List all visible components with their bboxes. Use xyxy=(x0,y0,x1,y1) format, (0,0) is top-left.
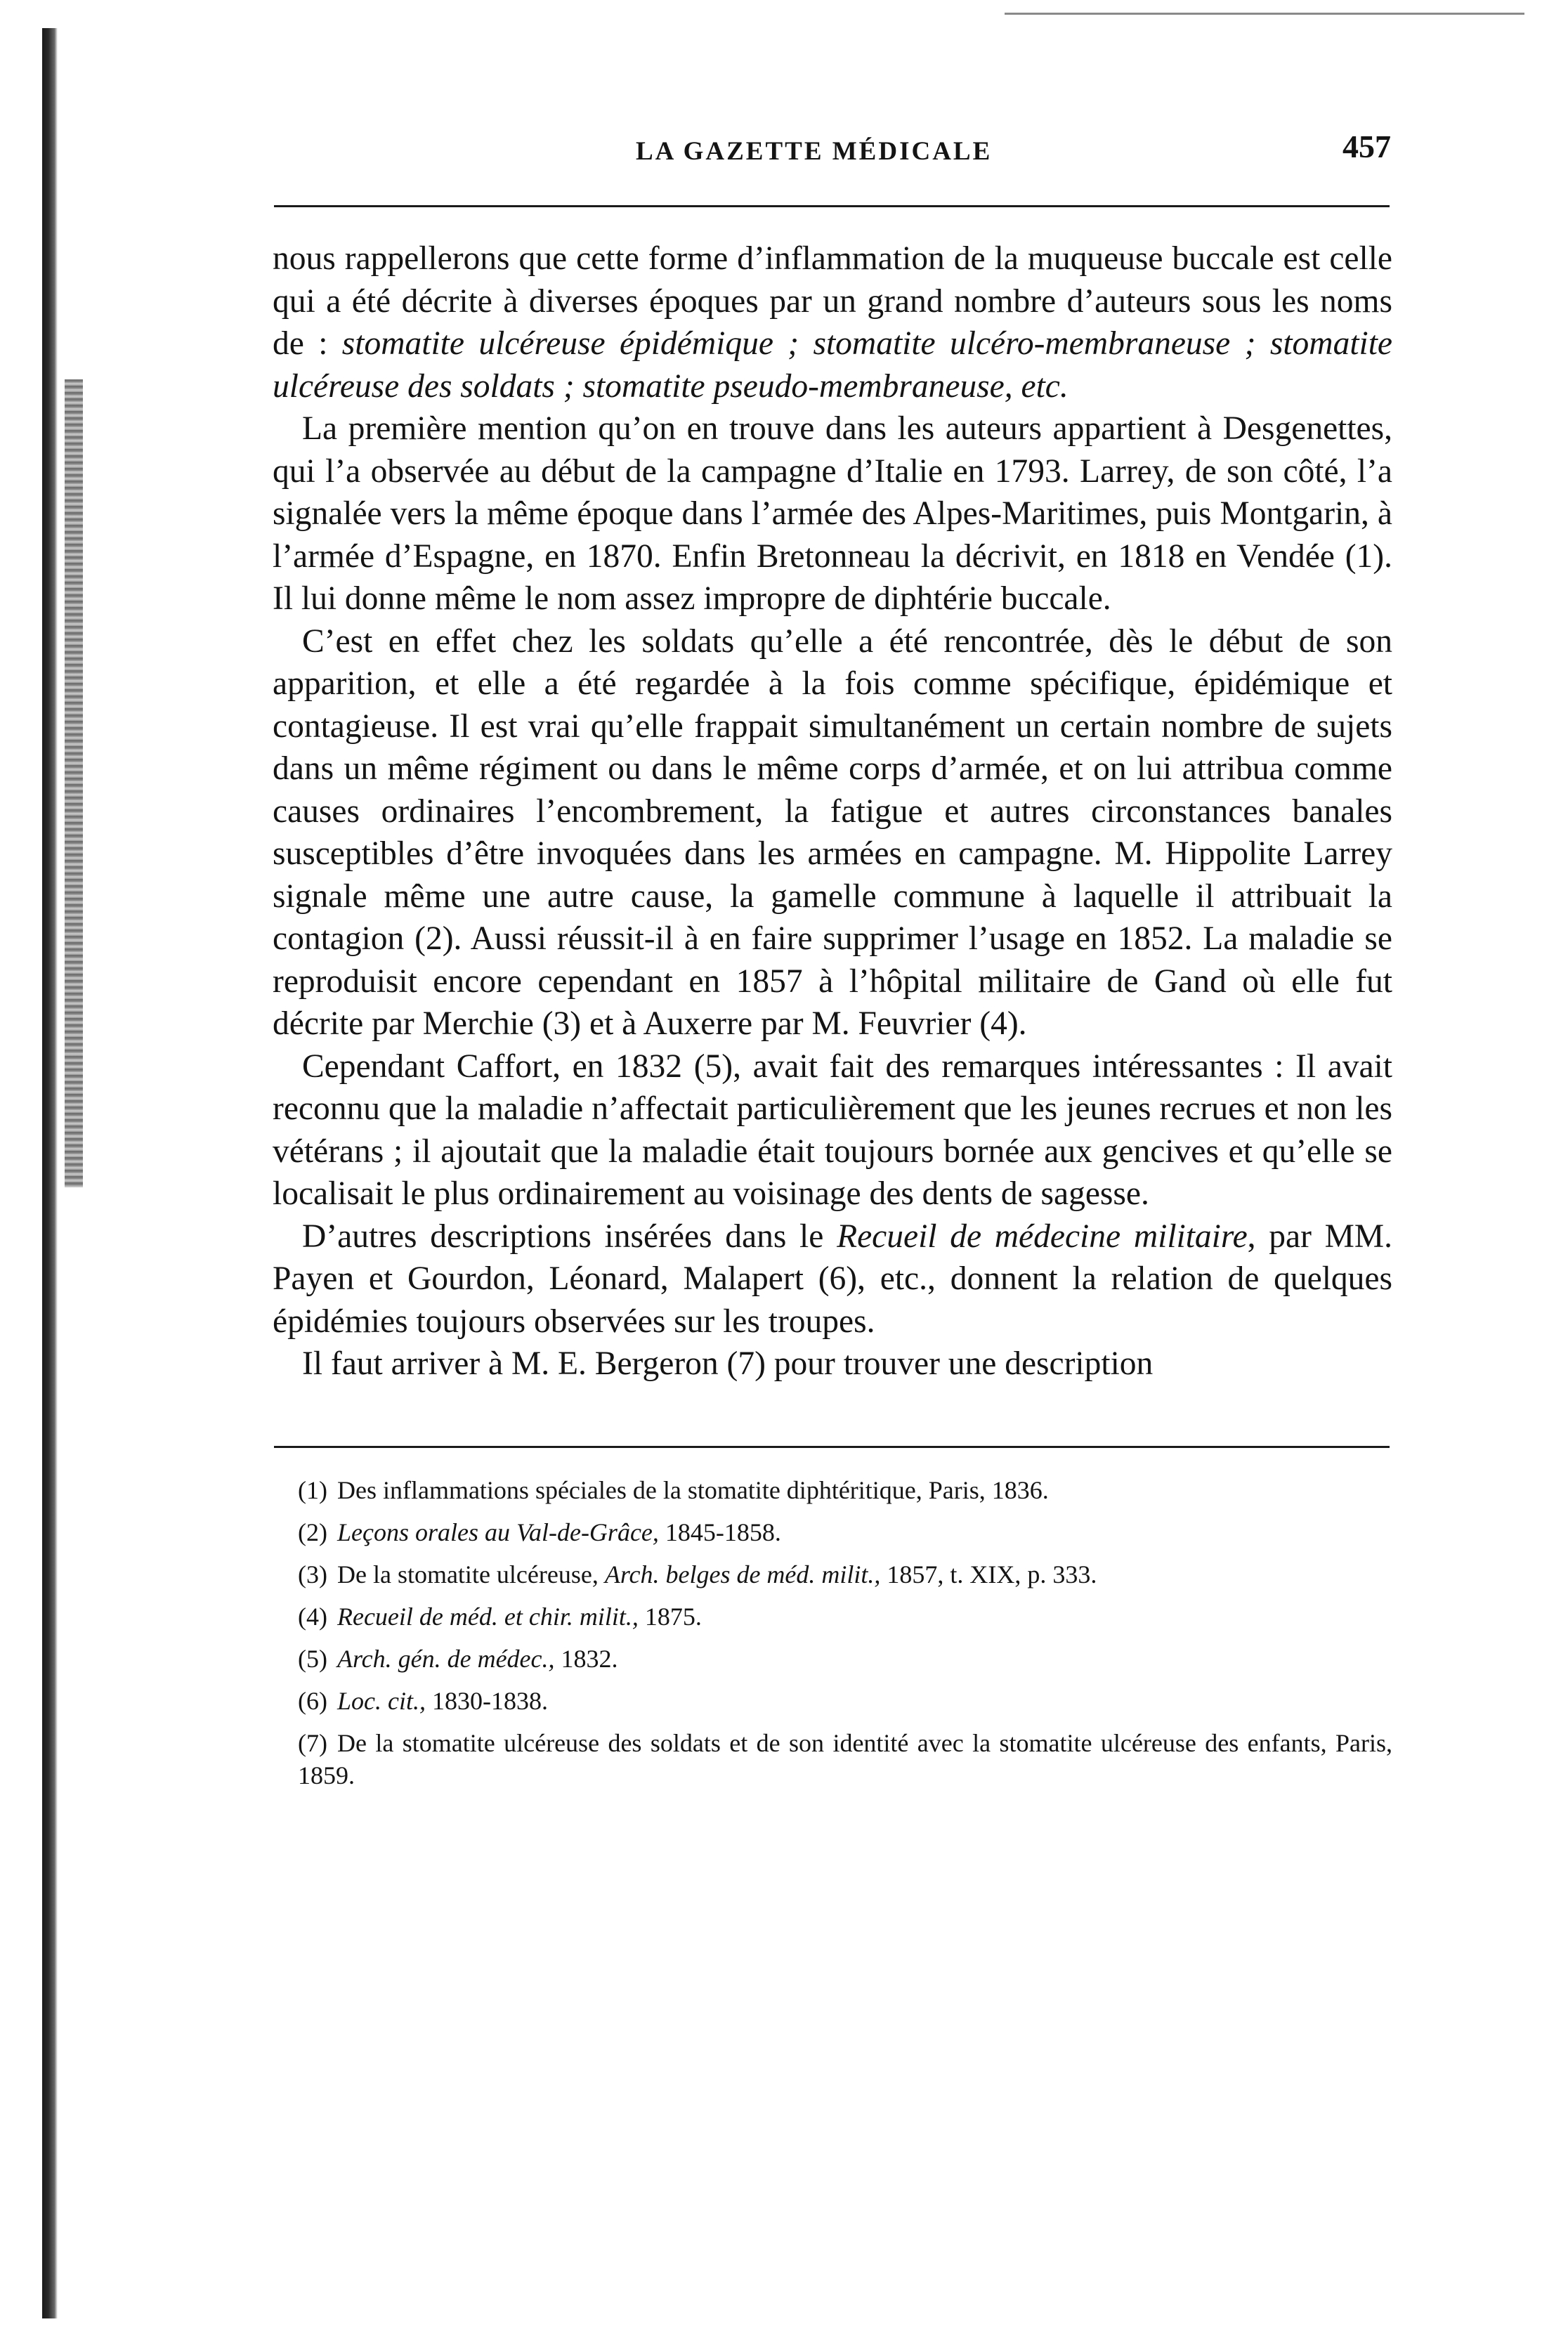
paragraph-1-italic: stomatite ulcéreuse épidémique ; stomatite ulcéro-membraneuse ; stomatite ulcéreuse des soldats ; stomatite pseudo-membraneuse, etc. xyxy=(273,325,1392,405)
paragraph-2: La première mention qu’on en trouve dans les auteurs appartient à Desgenettes, qui l’a observée au début de la campagne d’Italie en 1793. Larrey, de son côté, l’a signalée vers la même époque dans l’armée des Alpes-Maritimes, puis Montgarin, à l’armée d’Espagne, en 1870. Enfin Bretonneau la décrivit, en 1818 en Vendée (1). Il lui donne même le nom assez impropre de diphtérie buccale. xyxy=(273,410,1392,617)
paragraph-3: C’est en effet chez les soldats qu’elle a été rencontrée, dès le début de son apparition, et elle a été regardée à la fois comme spécifique, épidémique et contagieuse. Il est vrai qu’elle frappait simultanément un certain nombre de sujets dans un même régiment ou dans le même corps d’armée, et on lui attribua comme causes ordinaires l’encombrement, la fatigue et autres circonstances banales susceptibles d’être invoquées dans les armées en campagne. M. Hippolite Larrey signale même une autre cause, la gamelle commune à laquelle il attribuait la contagion (2). Aussi réussit-il à en faire supprimer l’usage en 1852. La maladie se reproduisit encore cependant en 1857 à l’hôpital militaire de Gand où elle fut décrite par Merchie (3) et à Auxerre par M. Feuvrier (4). xyxy=(273,622,1392,1042)
paragraph-5 xyxy=(273,1215,1392,1343)
page-header xyxy=(274,125,1391,181)
footnote-text: 1830-1838. xyxy=(425,1687,548,1715)
footnote-5 xyxy=(273,1643,1392,1675)
page-number: 457 xyxy=(1342,129,1391,164)
footnote-text: De la stomatite ulcéreuse, xyxy=(337,1560,605,1588)
footnote-italic: Leçons orales au Val-de-Grâce, xyxy=(337,1518,659,1546)
footnote-italic: Arch. belges de méd. milit., xyxy=(604,1560,881,1588)
footnote-text: Des inflammations spéciales de la stomatite diphtéritique, Paris, 1836. xyxy=(337,1476,1049,1504)
scan-top-rule xyxy=(1005,13,1524,15)
footnote-number: (1) xyxy=(298,1476,327,1504)
footnotes xyxy=(273,1474,1392,1801)
paragraph-1-text: nous rappellerons que cette forme d’inflammation de la muqueuse buccale est celle qui a été décrite à diverses époques par un grand nombre d’auteurs sous les noms de : xyxy=(273,240,1392,362)
footnote-italic: Loc. cit., xyxy=(337,1687,426,1715)
footnote-rule xyxy=(274,1446,1390,1448)
header-rule xyxy=(274,205,1390,207)
footnote-italic: Arch. gén. de médec., xyxy=(337,1645,555,1673)
footnote-text: 1857, t. XIX, p. 333. xyxy=(880,1560,1097,1588)
scan-edge-shadow xyxy=(42,28,58,2318)
footnote-text: 1845-1858. xyxy=(658,1518,781,1546)
footnote-4 xyxy=(273,1600,1392,1633)
footnote-6 xyxy=(273,1685,1392,1717)
footnote-number: (2) xyxy=(298,1518,327,1546)
footnote-number: (6) xyxy=(298,1687,327,1715)
paragraph-5-text-end: , par MM. Payen et Gourdon, Léonard, Malapert (6), etc., donnent la relation de quelques épidémies toujours observées sur les troupes. xyxy=(273,1218,1392,1340)
footnote-text: De la stomatite ulcéreuse des soldats et de son identité avec la stomatite ulcéreuse des enfants, Paris, 1859. xyxy=(298,1729,1392,1789)
running-head: LA GAZETTE MÉDICALE xyxy=(636,137,993,166)
paragraph-1 xyxy=(273,237,1392,407)
footnote-italic: Recueil de méd. et chir. milit., xyxy=(337,1603,639,1631)
footnote-text: 1832. xyxy=(554,1645,618,1673)
footnote-2 xyxy=(273,1516,1392,1548)
scan-edge-noise xyxy=(65,379,83,1187)
paragraph-6: Il faut arriver à M. E. Bergeron (7) pour trouver une description xyxy=(302,1345,1154,1382)
paragraph-5-text-start: D’autres descriptions insérées dans le xyxy=(302,1218,837,1255)
footnote-number: (7) xyxy=(298,1729,327,1757)
footnote-1 xyxy=(273,1474,1392,1506)
footnote-number: (3) xyxy=(298,1560,327,1588)
footnote-number: (4) xyxy=(298,1603,327,1631)
footnote-text: 1875. xyxy=(638,1603,702,1631)
main-text xyxy=(273,237,1392,1385)
paragraph-4: Cependant Caffort, en 1832 (5), avait fait des remarques intéressantes : Il avait reconnu que la maladie n’affectait particulièrement que les jeunes recrues et non les vétérans ; il ajoutait que la maladie était toujours bornée aux gencives et qu’elle se localisait le plus ordinairement au voisinage des dents de sagesse. xyxy=(273,1048,1392,1212)
footnote-3 xyxy=(273,1558,1392,1591)
paragraph-5-italic: Recueil de médecine militaire xyxy=(837,1218,1248,1255)
footnote-7 xyxy=(273,1727,1392,1792)
footnote-number: (5) xyxy=(298,1645,327,1673)
